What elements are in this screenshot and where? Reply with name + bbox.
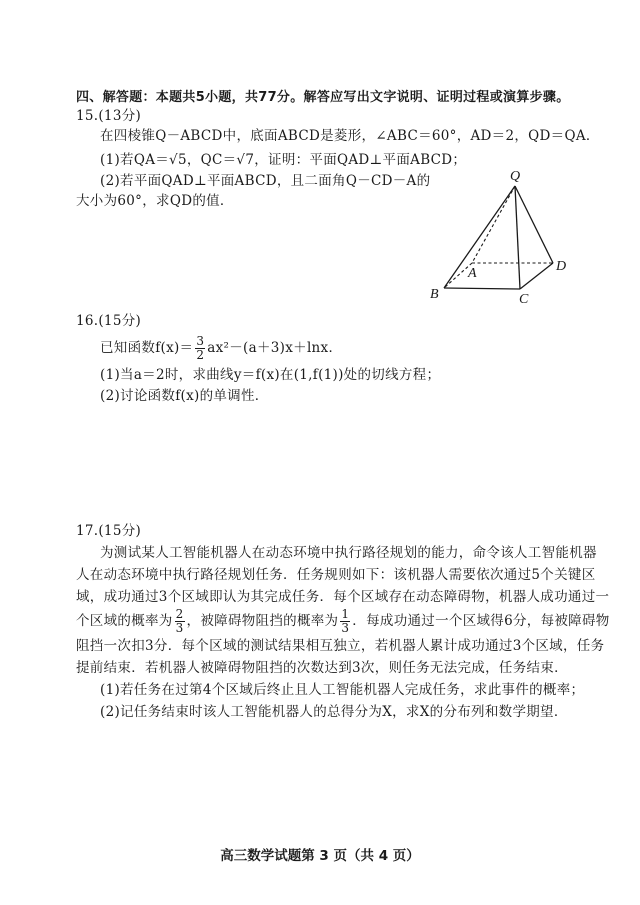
- edge-BC: [444, 288, 520, 289]
- label-Q: Q: [510, 169, 521, 184]
- problem-15-stem: 在四棱锥Q－ABCD中，底面ABCD是菱形，∠ABC＝60°，AD＝2，QD＝QA．: [100, 128, 600, 144]
- label-C: C: [519, 292, 529, 307]
- fraction-numerator: 3: [196, 334, 205, 348]
- page-footer: 高三数学试题第 3 页（共 4 页）: [220, 848, 420, 864]
- problem-17-line-5: 阻挡一次扣3分．每个区域的测试结果相互独立，若机器人累计成功通过3个区域，任务: [76, 638, 605, 654]
- prob-line-text-a: 个区域的概率为: [76, 613, 173, 629]
- problem-17-number: 17.(15分): [76, 523, 142, 539]
- problem-16-part-1: (1)当a＝2时，求曲线y＝f(x)在(1,f(1))处的切线方程；: [100, 367, 441, 383]
- problem-16-stem-prefix: 已知函数f(x)＝: [100, 340, 194, 356]
- label-B: B: [430, 287, 439, 302]
- problem-15-part-1: (1)若QA＝√5，QC＝√7，证明：平面QAD⊥平面ABCD；: [100, 152, 467, 168]
- problem-15-number: 15.(13分): [76, 108, 142, 124]
- problem-15-part-2: (2)若平面QAD⊥平面ABCD，且二面角Q－CD－A的: [100, 173, 431, 189]
- problem-17-line-6: 提前结束．若机器人被障碍物阻挡的次数达到3次，则任务无法完成，任务结束．: [76, 660, 568, 676]
- problem-17-line-3: 域，成功通过3个区域即认为其完成任务．每个区域存在动态障碍物，机器人成功通过一: [76, 589, 610, 605]
- problem-15-part-2-cont: 大小为60°，求QD的值．: [76, 193, 234, 209]
- fraction-numerator: 1: [341, 607, 350, 621]
- problem-16-number: 16.(15分): [76, 313, 142, 329]
- label-D: D: [556, 259, 567, 274]
- prob-line-text-b: ，被障碍物阻挡的概率为: [186, 613, 339, 629]
- edge-QD: [515, 186, 553, 263]
- fraction-denominator: 3: [341, 621, 350, 635]
- problem-17-line-1: 为测试某人工智能机器人在动态环境中执行路径规划的能力，命令该人工智能机器: [100, 545, 597, 561]
- pyramid-figure: [420, 160, 590, 310]
- fraction-1-3: [340, 608, 350, 635]
- problem-17-line-2: 人在动态环境中执行路径规划任务．任务规则如下：该机器人需要依次通过5个关键区: [76, 567, 596, 583]
- fraction-denominator: 3: [175, 621, 184, 635]
- fraction-numerator: 2: [175, 607, 184, 621]
- problem-17-part-1: (1)若任务在过第4个区域后终止且人工智能机器人完成任务，求此事件的概率；: [100, 682, 585, 698]
- edge-QA: [472, 186, 515, 263]
- fraction-denominator: 2: [196, 348, 205, 362]
- edge-CD: [520, 263, 553, 289]
- edge-QC: [515, 186, 520, 289]
- problem-16-part-2: (2)讨论函数f(x)的单调性．: [100, 388, 269, 404]
- fraction-2-3: [175, 608, 185, 635]
- fraction-3-2: [195, 335, 205, 362]
- problem-17-part-2: (2)记任务结束时该人工智能机器人的总得分为X，求X的分布列和数学期望．: [100, 704, 568, 720]
- problem-16-stem: [100, 335, 342, 362]
- label-A: A: [468, 266, 477, 281]
- problem-17-probability-line: [76, 608, 610, 635]
- edge-QB: [444, 186, 515, 288]
- section-header: 四、解答题：本题共5小题，共77分。解答应写出文字说明、证明过程或演算步骤。: [76, 90, 570, 105]
- problem-16-stem-suffix: ax²－(a＋3)x＋lnx．: [207, 340, 343, 356]
- prob-line-text-c: ．每成功通过一个区域得6分，每被障碍物: [352, 613, 610, 629]
